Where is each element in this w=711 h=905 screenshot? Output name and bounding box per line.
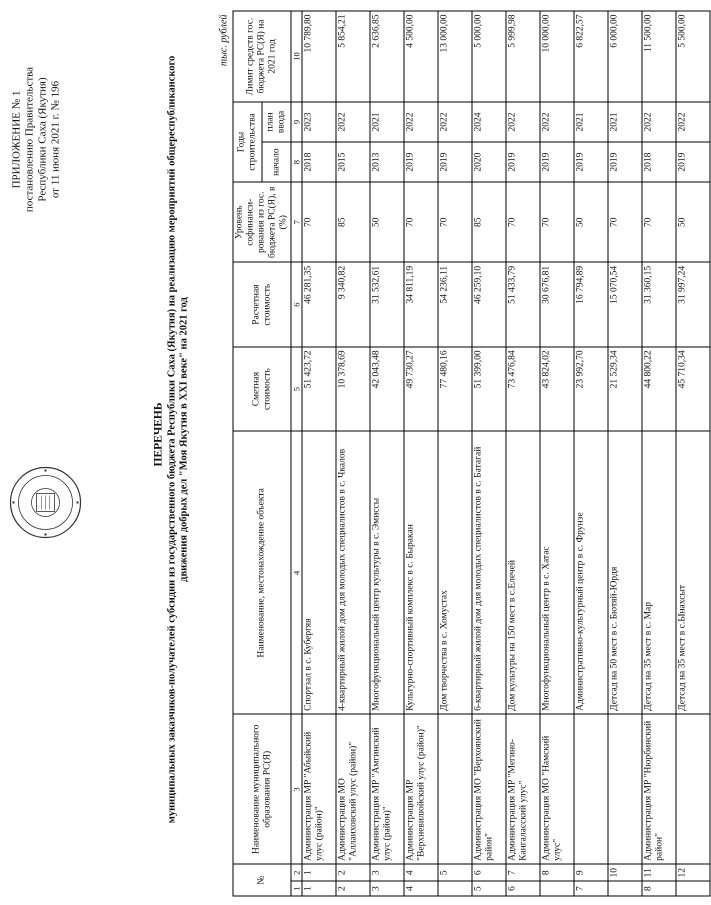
object-cell: Административно-культурный центр в с. Фрунзе (574, 431, 608, 714)
level-cell: 70 (540, 182, 574, 262)
limit-cell: 5 854,21 (336, 11, 370, 102)
table-row (472, 11, 506, 896)
raschet-cell: 31 532,61 (370, 262, 404, 346)
smeta-cell: 51 399,00 (472, 347, 506, 431)
smeta-cell: 23 992,70 (574, 347, 608, 431)
object-cell: Дом творчества в с. Хомустах (438, 431, 472, 714)
row-number: 2 (336, 864, 370, 881)
header-smeta: Сметная стоимость (233, 347, 291, 431)
colnum: 1 (291, 881, 302, 896)
appendix-line-1: ПРИЛОЖЕНИЕ № 1 (10, 90, 23, 189)
object-cell: Дом культуры на 150 мест в с.Елечей (506, 431, 540, 714)
start-year-cell: 2019 (506, 142, 540, 182)
smeta-cell: 77 480,16 (438, 347, 472, 431)
header-years: Годы строительства (233, 102, 262, 182)
level-cell: 70 (608, 182, 642, 262)
colnum: 6 (291, 262, 302, 346)
row-group-number: 2 (336, 881, 370, 896)
row-group-number (676, 881, 710, 896)
row-group-number: 8 (642, 881, 676, 896)
raschet-cell: 51 433,79 (506, 262, 540, 346)
header-num: № (233, 864, 291, 896)
row-group-number (608, 881, 642, 896)
row-number: 1 (302, 864, 336, 881)
municipality-cell: Администрация МР "Мегино-Кангаласский улус" (506, 714, 540, 864)
smeta-cell: 45 710,34 (676, 347, 710, 431)
table-row (608, 11, 642, 896)
row-number: 9 (574, 864, 608, 881)
object-cell: Спортзал в с. Кубергяя (302, 431, 336, 714)
table-row (336, 11, 370, 896)
level-cell: 85 (336, 182, 370, 262)
document-title: ПЕРЕЧЕНЬ (152, 402, 165, 467)
raschet-cell: 31 997,24 (676, 262, 710, 346)
plan-year-cell: 2022 (642, 102, 676, 142)
row-number: 7 (506, 864, 540, 881)
level-cell: 85 (472, 182, 506, 262)
raschet-cell: 16 794,89 (574, 262, 608, 346)
limit-cell: 5 999,98 (506, 11, 540, 102)
raschet-cell: 46 281,35 (302, 262, 336, 346)
table-row (540, 11, 574, 896)
start-year-cell: 2019 (676, 142, 710, 182)
raschet-cell: 34 811,19 (404, 262, 438, 346)
object-cell: Детсад на 50 мест в с. Бютяй-Юрдя (608, 431, 642, 714)
smeta-cell: 21 529,34 (608, 347, 642, 431)
table-row (574, 11, 608, 896)
plan-year-cell: 2023 (302, 102, 336, 142)
raschet-cell: 15 070,54 (608, 262, 642, 346)
start-year-cell: 2019 (438, 142, 472, 182)
table-row (642, 11, 676, 896)
table-row (438, 11, 472, 896)
header-start: начало (262, 142, 291, 182)
limit-cell: 5 000,00 (472, 11, 506, 102)
municipality-cell: Администрация МО "Аллаиховский улус (район)" (336, 714, 370, 864)
header-mo: Наименование муниципального образования РС(Я) (233, 714, 291, 864)
colnum: 8 (291, 142, 302, 182)
table-row (302, 11, 336, 896)
object-cell: Многофункциональный центр в с. Хатас (540, 431, 574, 714)
limit-cell: 10 789,80 (302, 11, 336, 102)
municipality-cell: Администрация МР "Абыйский улус (район)" (302, 714, 336, 864)
level-cell: 70 (438, 182, 472, 262)
limit-cell: 13 000,00 (438, 11, 472, 102)
colnum: 3 (291, 714, 302, 864)
start-year-cell: 2019 (404, 142, 438, 182)
limit-cell: 2 636,85 (370, 11, 404, 102)
table-row (370, 11, 404, 896)
row-group-number: 1 (302, 881, 336, 896)
colnum: 5 (291, 347, 302, 431)
municipality-cell: Администрация МР "Нюрбинский район" (642, 714, 676, 864)
start-year-cell: 2019 (574, 142, 608, 182)
object-cell: Многофункциональный центр культуры в с. Эмиссы (370, 431, 404, 714)
official-seal-stamp (9, 466, 83, 540)
limit-cell: 6 000,00 (608, 11, 642, 102)
row-group-number: 7 (574, 881, 608, 896)
row-number: 4 (404, 864, 438, 881)
raschet-cell: 54 236,11 (438, 262, 472, 346)
header-object: Наименование, местонахождение объекта (233, 431, 291, 714)
level-cell: 50 (676, 182, 710, 262)
row-group-number (540, 881, 574, 896)
limit-cell: 11 500,00 (642, 11, 676, 102)
row-number: 5 (438, 864, 472, 881)
smeta-cell: 43 824,02 (540, 347, 574, 431)
object-cell: 4-квартирный жилой дом для молодых специалистов в с. Чкалов (336, 431, 370, 714)
start-year-cell: 2018 (642, 142, 676, 182)
start-year-cell: 2018 (302, 142, 336, 182)
level-cell: 70 (404, 182, 438, 262)
row-group-number: 5 (472, 881, 506, 896)
header-limit: Лимит средств гос. бюджета РС(Я) на 2021 год (233, 11, 291, 102)
municipality-cell: Администрация МР "Амгинский улус (район)" (370, 714, 404, 864)
rotated-landscape-page (1, 0, 688, 905)
row-group-number: 4 (404, 881, 438, 896)
raschet-cell: 46 259,10 (472, 262, 506, 346)
limit-cell: 10 000,00 (540, 11, 574, 102)
object-cell: 6-квартирный жилой дом для молодых специалистов в с. Батагай (472, 431, 506, 714)
object-cell: Культурно-спортивный комплекс в с. Быракан (404, 431, 438, 714)
smeta-cell: 49 730,27 (404, 347, 438, 431)
plan-year-cell: 2022 (540, 102, 574, 142)
appendix-header (11, 20, 63, 260)
table-row (404, 11, 438, 896)
raschet-cell: 9 340,82 (336, 262, 370, 346)
plan-year-cell: 2021 (370, 102, 404, 142)
smeta-cell: 42 043,48 (370, 347, 404, 431)
limit-cell: 5 500,00 (676, 11, 710, 102)
row-number: 3 (370, 864, 404, 881)
column-number-row (291, 11, 302, 896)
header-raschet: Расчетная стоимость (233, 262, 291, 346)
header-plan: план ввода (262, 102, 291, 142)
municipality-cell: Администрация МО "Верхоянский район" (472, 714, 506, 864)
level-cell: 70 (302, 182, 336, 262)
plan-year-cell: 2021 (574, 102, 608, 142)
smeta-cell: 10 378,69 (336, 347, 370, 431)
row-number: 11 (642, 864, 676, 881)
table-row (506, 11, 540, 896)
appendix-line-4: от 11 июня 2021 г. № 196 (49, 80, 62, 199)
subsidy-table (233, 11, 711, 897)
row-number: 12 (676, 864, 710, 881)
row-number: 10 (608, 864, 642, 881)
table-row (676, 11, 710, 896)
plan-year-cell: 2022 (506, 102, 540, 142)
colnum: 7 (291, 182, 302, 262)
header-level: Уровень софинанси-рования из гос. бюджета РС(Я), в (%) (233, 182, 291, 262)
table-header-row (233, 11, 262, 896)
colnum: 4 (291, 431, 302, 714)
limit-cell: 4 500,00 (404, 11, 438, 102)
colnum: 9 (291, 102, 302, 142)
level-cell: 70 (506, 182, 540, 262)
plan-year-cell: 2022 (404, 102, 438, 142)
start-year-cell: 2019 (608, 142, 642, 182)
smeta-cell: 73 476,84 (506, 347, 540, 431)
appendix-line-2: постановлению Правительства (23, 66, 36, 213)
subtitle-line-2: движения добрых дел "Моя Якутия в XXI веке" на 2021 год (178, 297, 190, 582)
plan-year-cell: 2022 (336, 102, 370, 142)
municipality-cell (574, 714, 608, 864)
level-cell: 70 (642, 182, 676, 262)
smeta-cell: 51 423,72 (302, 347, 336, 431)
colnum: 10 (291, 11, 302, 102)
plan-year-cell: 2024 (472, 102, 506, 142)
raschet-cell: 31 360,15 (642, 262, 676, 346)
document-subtitle (167, 30, 191, 850)
level-cell: 50 (370, 182, 404, 262)
row-group-number: 3 (370, 881, 404, 896)
smeta-cell: 44 800,22 (642, 347, 676, 431)
object-cell: Детсад на 35 мест в с.Ынахсыт (676, 431, 710, 714)
municipality-cell: Администрация МР "Верхневилюйский улус (район)" (404, 714, 438, 864)
row-group-number: 6 (506, 881, 540, 896)
municipality-cell (438, 714, 472, 864)
row-number: 8 (540, 864, 574, 881)
subtitle-line-1: муниципальных заказчиков-получателей субсидии из государственного бюджета Республики Саха (Якутия) на реализацию мероприятий общереспубликанского (166, 55, 178, 824)
plan-year-cell: 2021 (608, 102, 642, 142)
table-body (302, 11, 710, 896)
start-year-cell: 2015 (336, 142, 370, 182)
object-cell: Детсад на 35 мест в с. Мар (642, 431, 676, 714)
colnum: 2 (291, 864, 302, 881)
municipality-cell (608, 714, 642, 864)
limit-cell: 6 822,57 (574, 11, 608, 102)
plan-year-cell: 2022 (438, 102, 472, 142)
appendix-line-3: Республики Саха (Якутия) (36, 77, 49, 202)
raschet-cell: 30 676,81 (540, 262, 574, 346)
level-cell: 50 (574, 182, 608, 262)
start-year-cell: 2020 (472, 142, 506, 182)
start-year-cell: 2019 (540, 142, 574, 182)
row-group-number (438, 881, 472, 896)
start-year-cell: 2013 (370, 142, 404, 182)
municipality-cell (676, 714, 710, 864)
units-label: тыс. рублей (218, 14, 230, 67)
row-number: 6 (472, 864, 506, 881)
plan-year-cell: 2022 (676, 102, 710, 142)
municipality-cell: Администрация МО "Намский улус" (540, 714, 574, 864)
